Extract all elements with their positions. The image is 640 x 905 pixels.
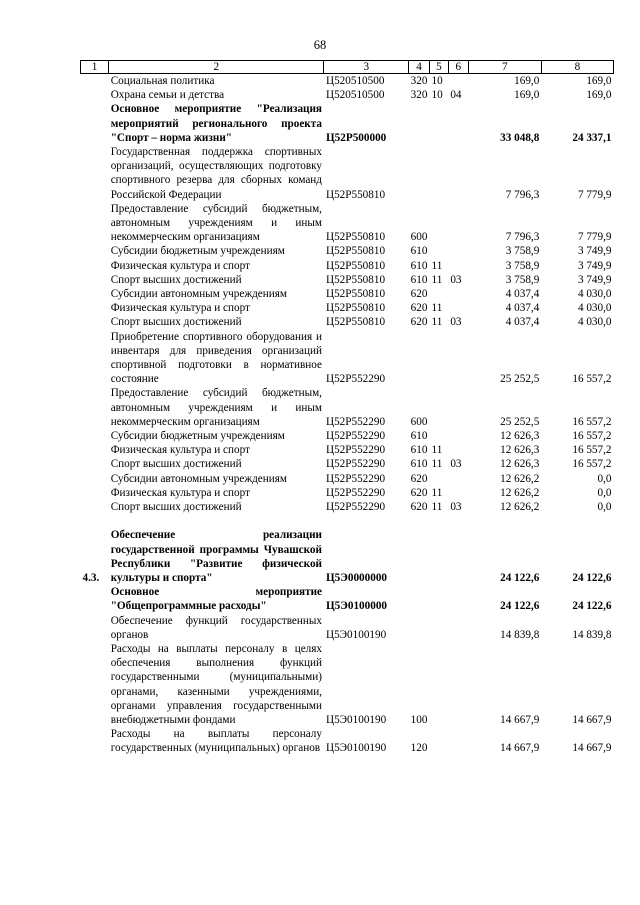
row-name: Субсидии бюджетным учреждениям bbox=[110, 430, 285, 443]
table-row bbox=[81, 528, 614, 585]
row-name: Предоставление субсидий бюджетным, автономным учреждениям и иным некоммерческим организациям bbox=[110, 202, 322, 244]
row-amount-col8: 4 030,0 bbox=[577, 316, 612, 329]
row-amount-col7: 12 626,3 bbox=[500, 444, 540, 457]
row-expense-type bbox=[409, 514, 430, 528]
row-subsection bbox=[448, 642, 468, 727]
row-name: Охрана семьи и детства bbox=[110, 89, 225, 102]
row-amount-col7: 12 626,3 bbox=[500, 458, 540, 471]
row-section: 11 bbox=[431, 458, 443, 471]
row-index bbox=[81, 145, 109, 202]
row-expense-type: 600 bbox=[410, 231, 428, 244]
row-section bbox=[430, 514, 449, 528]
row-amount-col7: 169,0 bbox=[514, 89, 540, 102]
row-index bbox=[81, 74, 109, 89]
row-amount-col8: 3 749,9 bbox=[577, 259, 612, 272]
table-row bbox=[81, 301, 614, 315]
row-target-code: Ц52P550810 bbox=[325, 302, 386, 315]
row-section: 10 bbox=[431, 75, 443, 87]
row-index bbox=[81, 259, 109, 273]
row-expense-type: 320 bbox=[410, 75, 428, 87]
row-amount-col7: 4 037,4 bbox=[505, 288, 540, 301]
row-section: 11 bbox=[431, 444, 443, 457]
row-name: Основное мероприятие "Реализация мероприятий регионального проекта "Спорт – норма жизни" bbox=[110, 103, 322, 144]
row-target-code bbox=[324, 514, 409, 528]
row-section bbox=[430, 727, 449, 755]
table-row bbox=[81, 386, 614, 429]
row-amount-col7: 25 252,5 bbox=[500, 415, 540, 428]
row-index bbox=[81, 514, 109, 528]
row-name: Спорт высших достижений bbox=[110, 273, 242, 286]
header-col-8: 8 bbox=[541, 61, 613, 74]
row-index: 4.3. bbox=[82, 571, 100, 584]
row-index bbox=[81, 202, 109, 245]
row-amount-col8: 16 557,2 bbox=[572, 444, 612, 457]
row-amount-col7: 14 667,9 bbox=[500, 742, 540, 755]
row-amount-col8: 16 557,2 bbox=[572, 458, 612, 471]
row-index bbox=[81, 386, 109, 429]
row-section bbox=[430, 614, 449, 642]
table-row bbox=[81, 330, 614, 387]
row-subsection bbox=[448, 486, 468, 500]
row-subsection: 03 bbox=[450, 273, 462, 286]
row-amount-col7: 7 796,3 bbox=[505, 188, 540, 201]
row-expense-type: 620 bbox=[410, 501, 428, 514]
row-name: Социальная политика bbox=[110, 75, 215, 87]
row-amount-col8: 0,0 bbox=[597, 472, 612, 485]
row-index bbox=[81, 88, 109, 102]
row-index bbox=[81, 585, 109, 613]
row-amount-col8: 4 030,0 bbox=[577, 302, 612, 315]
row-name: Обеспечение реализации государственной программы Чувашской Республики "Развитие физической культуры и спорта" bbox=[110, 529, 322, 584]
row-index bbox=[81, 315, 109, 329]
row-amount-col8: 0,0 bbox=[597, 501, 612, 514]
table-row bbox=[81, 472, 614, 486]
table-row bbox=[81, 585, 614, 613]
row-section: 11 bbox=[431, 302, 443, 315]
row-amount-col8: 24 122,6 bbox=[572, 600, 612, 613]
table-row bbox=[81, 102, 614, 145]
row-target-code: Ц52P552290 bbox=[325, 501, 386, 514]
row-target-code: Ц52P550810 bbox=[325, 245, 386, 258]
row-target-code: Ц5Э0100190 bbox=[325, 628, 387, 641]
row-subsection bbox=[448, 528, 468, 585]
row-amount-col8: 14 667,9 bbox=[572, 742, 612, 755]
row-amount-col7: 14 839,8 bbox=[500, 628, 540, 641]
row-amount-col8 bbox=[541, 514, 613, 528]
row-name: Спорт высших достижений bbox=[110, 316, 242, 329]
row-name: Физическая культура и спорт bbox=[110, 486, 250, 499]
row-target-code: Ц52P550810 bbox=[325, 273, 386, 286]
row-name: Расходы на выплаты персоналу в целях обеспечения выполнения функций государственными (муниципальными) органами, казенными учреждениями, органами управления государственными внебюджетными фондами bbox=[110, 642, 322, 726]
row-section bbox=[430, 102, 449, 145]
table-row bbox=[81, 88, 614, 102]
row-index bbox=[81, 642, 109, 727]
row-expense-type: 120 bbox=[410, 742, 428, 755]
row-amount-col7: 12 626,2 bbox=[500, 472, 540, 485]
row-expense-type: 610 bbox=[410, 273, 428, 286]
spacer-row bbox=[81, 514, 614, 528]
row-target-code: Ц52P552290 bbox=[325, 415, 386, 428]
row-amount-col7: 3 758,9 bbox=[505, 259, 540, 272]
row-expense-type bbox=[409, 528, 430, 585]
row-amount-col8: 14 839,8 bbox=[572, 628, 612, 641]
row-index bbox=[81, 457, 109, 471]
row-amount-col8: 24 337,1 bbox=[572, 131, 612, 144]
row-expense-type bbox=[409, 585, 430, 613]
header-col-1: 1 bbox=[81, 61, 109, 74]
row-amount-col8: 169,0 bbox=[586, 89, 612, 102]
row-subsection: 03 bbox=[450, 316, 462, 329]
row-name: Спорт высших достижений bbox=[110, 458, 242, 471]
row-target-code: Ц5Э0100190 bbox=[325, 713, 387, 726]
table-row bbox=[81, 74, 614, 89]
row-subsection bbox=[448, 443, 468, 457]
row-expense-type bbox=[409, 145, 430, 202]
row-target-code: Ц52P550810 bbox=[325, 316, 386, 329]
row-expense-type: 610 bbox=[410, 430, 428, 443]
row-expense-type: 600 bbox=[410, 415, 428, 428]
row-subsection bbox=[448, 102, 468, 145]
table-body bbox=[81, 61, 614, 756]
table-row bbox=[81, 202, 614, 245]
page-number: 68 bbox=[313, 38, 327, 52]
row-amount-col7: 33 048,8 bbox=[500, 131, 540, 144]
table-row bbox=[81, 315, 614, 329]
table-row bbox=[81, 287, 614, 301]
row-subsection bbox=[448, 145, 468, 202]
row-amount-col8: 3 749,9 bbox=[577, 245, 612, 258]
row-target-code: Ц520510500 bbox=[325, 89, 385, 102]
row-amount-col8: 7 779,9 bbox=[577, 188, 612, 201]
row-section: 11 bbox=[431, 273, 443, 286]
row-amount-col7: 3 758,9 bbox=[505, 273, 540, 286]
row-subsection bbox=[448, 330, 468, 387]
row-amount-col8: 16 557,2 bbox=[572, 415, 612, 428]
row-subsection bbox=[448, 244, 468, 258]
row-target-code: Ц52P552290 bbox=[325, 486, 386, 499]
header-col-4: 4 bbox=[409, 61, 430, 74]
row-index bbox=[81, 301, 109, 315]
row-expense-type: 620 bbox=[410, 288, 428, 301]
row-section: 10 bbox=[431, 89, 443, 102]
row-name: Субсидии автономным учреждениям bbox=[110, 288, 287, 301]
header-col-2: 2 bbox=[109, 61, 324, 74]
row-subsection bbox=[448, 472, 468, 486]
row-subsection: 04 bbox=[450, 89, 462, 102]
row-section bbox=[430, 330, 449, 387]
row-amount-col7: 12 626,3 bbox=[500, 430, 540, 443]
row-expense-type: 610 bbox=[410, 259, 428, 272]
table-row bbox=[81, 259, 614, 273]
row-section: 11 bbox=[431, 316, 443, 329]
row-section: 11 bbox=[431, 486, 443, 499]
row-name: Приобретение спортивного оборудования и инвентаря для приведения организаций спортивной подготовки в нормативное состояние bbox=[110, 330, 322, 386]
row-subsection bbox=[448, 259, 468, 273]
row-target-code: Ц52P550810 bbox=[325, 259, 386, 272]
budget-table bbox=[80, 60, 614, 756]
row-target-code: Ц5Э0100190 bbox=[325, 742, 387, 755]
row-amount-col7: 24 122,6 bbox=[500, 571, 540, 584]
row-section bbox=[430, 642, 449, 727]
row-expense-type: 320 bbox=[410, 89, 428, 102]
row-index bbox=[81, 273, 109, 287]
row-name: Обеспечение функций государственных органов bbox=[110, 614, 322, 641]
row-expense-type bbox=[409, 614, 430, 642]
header-col-6: 6 bbox=[448, 61, 468, 74]
row-expense-type: 620 bbox=[410, 302, 428, 315]
row-subsection bbox=[448, 614, 468, 642]
row-expense-type bbox=[409, 102, 430, 145]
row-amount-col7: 4 037,4 bbox=[505, 316, 540, 329]
row-index bbox=[81, 244, 109, 258]
row-name: Основное мероприятие "Общепрограммные расходы" bbox=[110, 586, 322, 613]
row-subsection bbox=[448, 301, 468, 315]
row-target-code: Ц52P500000 bbox=[325, 131, 387, 144]
row-section bbox=[430, 244, 449, 258]
row-index bbox=[81, 443, 109, 457]
row-target-code: Ц52P552290 bbox=[325, 430, 386, 443]
row-target-code: Ц52P550810 bbox=[325, 288, 386, 301]
row-amount-col8: 169,0 bbox=[586, 75, 612, 87]
row-index bbox=[81, 330, 109, 387]
row-amount-col7: 12 626,2 bbox=[500, 501, 540, 514]
row-index bbox=[81, 472, 109, 486]
row-subsection bbox=[448, 202, 468, 245]
row-index bbox=[81, 614, 109, 642]
table-row bbox=[81, 486, 614, 500]
row-name: Физическая культура и спорт bbox=[110, 259, 250, 272]
row-expense-type: 620 bbox=[410, 316, 428, 329]
row-name: Субсидии бюджетным учреждениям bbox=[110, 245, 285, 258]
row-section bbox=[430, 145, 449, 202]
row-subsection: 03 bbox=[450, 501, 462, 514]
row-index bbox=[81, 429, 109, 443]
row-section bbox=[430, 386, 449, 429]
row-amount-col7 bbox=[468, 514, 541, 528]
row-amount-col7: 169,0 bbox=[514, 75, 540, 87]
row-amount-col8: 14 667,9 bbox=[572, 713, 612, 726]
row-amount-col8: 16 557,2 bbox=[572, 430, 612, 443]
header-col-5: 5 bbox=[430, 61, 449, 74]
header-col-7: 7 bbox=[468, 61, 541, 74]
row-index bbox=[81, 486, 109, 500]
row-section: 11 bbox=[431, 259, 443, 272]
row-index bbox=[81, 727, 109, 755]
row-expense-type: 620 bbox=[410, 472, 428, 485]
row-name: Расходы на выплаты персоналу государственных (муниципальных) органов bbox=[110, 728, 322, 755]
row-expense-type bbox=[409, 330, 430, 387]
row-target-code: Ц52P552290 bbox=[325, 458, 386, 471]
row-amount-col8: 24 122,6 bbox=[572, 571, 612, 584]
row-name: Спорт высших достижений bbox=[110, 501, 242, 514]
row-name: Физическая культура и спорт bbox=[110, 302, 250, 315]
row-expense-type: 610 bbox=[410, 458, 428, 471]
row-section bbox=[430, 202, 449, 245]
row-expense-type: 610 bbox=[410, 444, 428, 457]
row-index bbox=[81, 500, 109, 514]
table-row bbox=[81, 500, 614, 514]
row-subsection bbox=[448, 74, 468, 89]
table-row bbox=[81, 145, 614, 202]
table-row bbox=[81, 727, 614, 755]
table-row bbox=[81, 457, 614, 471]
row-target-code: Ц5Э0000000 bbox=[325, 571, 388, 584]
table-row bbox=[81, 443, 614, 457]
row-section bbox=[430, 429, 449, 443]
row-index bbox=[81, 287, 109, 301]
table-header-row bbox=[81, 61, 614, 74]
row-subsection bbox=[448, 514, 468, 528]
row-target-code: Ц52P552290 bbox=[325, 444, 386, 457]
table-row bbox=[81, 273, 614, 287]
row-amount-col8: 3 749,9 bbox=[577, 273, 612, 286]
row-target-code: Ц52P552290 bbox=[325, 472, 386, 485]
row-subsection bbox=[448, 287, 468, 301]
row-target-code: Ц52P552290 bbox=[325, 373, 386, 386]
row-name: Физическая культура и спорт bbox=[110, 444, 250, 457]
row-subsection: 03 bbox=[450, 458, 462, 471]
row-name: Субсидии автономным учреждениям bbox=[110, 472, 287, 485]
table-row bbox=[81, 244, 614, 258]
row-target-code: Ц52P550810 bbox=[325, 231, 386, 244]
row-amount-col7: 24 122,6 bbox=[500, 600, 540, 613]
row-name: Предоставление субсидий бюджетным, автономным учреждениям и иным некоммерческим организациям bbox=[110, 387, 322, 428]
row-expense-type: 100 bbox=[410, 713, 428, 726]
table-row bbox=[81, 429, 614, 443]
row-amount-col7: 4 037,4 bbox=[505, 302, 540, 315]
row-expense-type: 620 bbox=[410, 486, 428, 499]
row-amount-col8: 16 557,2 bbox=[572, 373, 612, 386]
row-section: 11 bbox=[431, 501, 443, 514]
row-subsection bbox=[448, 429, 468, 443]
row-index bbox=[81, 102, 109, 145]
row-amount-col8: 7 779,9 bbox=[577, 231, 612, 244]
row-target-code: Ц5Э0100000 bbox=[325, 600, 388, 613]
row-amount-col7: 3 758,9 bbox=[505, 245, 540, 258]
row-section bbox=[430, 472, 449, 486]
table-row bbox=[81, 642, 614, 727]
row-section bbox=[430, 528, 449, 585]
header-col-3: 3 bbox=[324, 61, 409, 74]
row-amount-col7: 14 667,9 bbox=[500, 713, 540, 726]
row-subsection bbox=[448, 727, 468, 755]
row-section bbox=[430, 585, 449, 613]
row-name: Государственная поддержка спортивных организаций, осуществляющих подготовку спортивного резерва для сборных команд Российской Федерации bbox=[110, 146, 322, 201]
row-amount-col7: 7 796,3 bbox=[505, 231, 540, 244]
row-target-code: Ц520510500 bbox=[325, 75, 385, 87]
row-amount-col8: 0,0 bbox=[597, 486, 612, 499]
row-subsection bbox=[448, 386, 468, 429]
row-section bbox=[430, 287, 449, 301]
row-amount-col7: 25 252,5 bbox=[500, 373, 540, 386]
row-target-code: Ц52P550810 bbox=[325, 188, 386, 201]
table-row bbox=[81, 614, 614, 642]
row-name bbox=[109, 514, 324, 528]
row-subsection bbox=[448, 585, 468, 613]
row-amount-col7: 12 626,2 bbox=[500, 486, 540, 499]
row-expense-type: 610 bbox=[410, 245, 428, 258]
row-amount-col8: 4 030,0 bbox=[577, 288, 612, 301]
